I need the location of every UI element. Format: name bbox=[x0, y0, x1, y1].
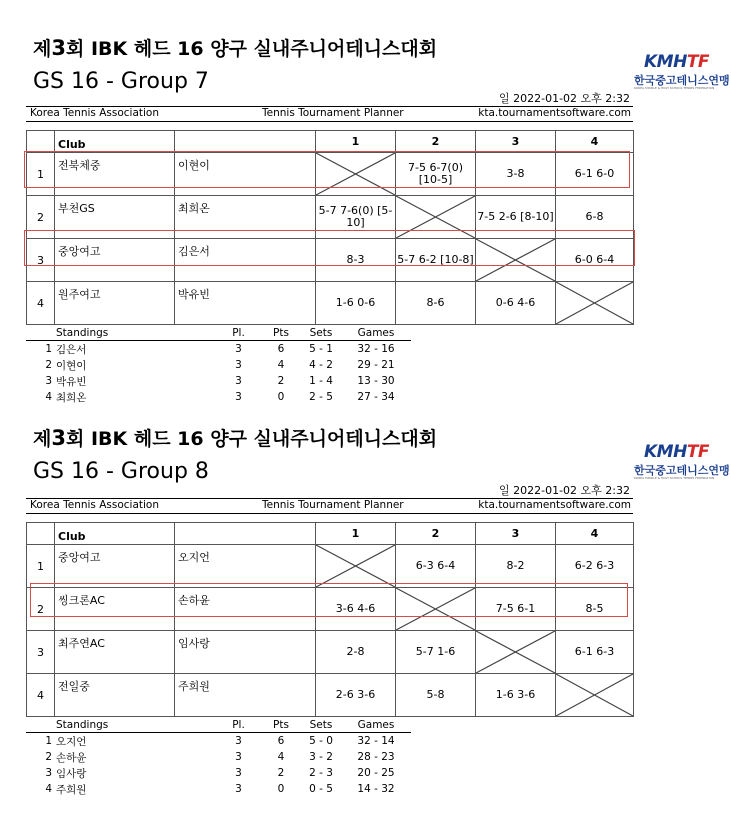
standing-sets: 0 - 5 bbox=[309, 783, 333, 795]
seed-number: 4 bbox=[27, 282, 55, 325]
player-name: 최희온 bbox=[175, 196, 316, 239]
club-name: 씽크론AC bbox=[55, 588, 175, 631]
site-link[interactable]: kta.tournamentsoftware.com bbox=[478, 499, 631, 511]
header-col-4: 4 bbox=[556, 523, 634, 545]
standing-played: 3 bbox=[235, 767, 242, 779]
match-score: 1-6 3-6 bbox=[476, 674, 556, 717]
standing-name: 박유빈 bbox=[56, 375, 87, 388]
table-header-row bbox=[27, 523, 634, 545]
table-row bbox=[27, 545, 634, 588]
match-score: 7-5 6-7(0) [10-5] bbox=[396, 153, 476, 196]
group-subtitle: GS 16 - Group 7 bbox=[33, 69, 209, 94]
seed-number: 1 bbox=[27, 153, 55, 196]
header-divider-bottom bbox=[26, 121, 633, 122]
row-highlight-1 bbox=[24, 151, 630, 188]
header-club: Club bbox=[55, 131, 175, 153]
row-highlight-2 bbox=[30, 583, 628, 617]
standing-sets: 5 - 0 bbox=[309, 735, 333, 747]
seed-number: 2 bbox=[27, 588, 55, 631]
planner-name: Tennis Tournament Planner bbox=[262, 499, 404, 511]
match-score: 0-6 4-6 bbox=[476, 282, 556, 325]
tournament-title: 제3회 IBK 헤드 16 양구 실내주니어테니스대회 bbox=[33, 36, 438, 60]
seed-number: 3 bbox=[27, 239, 55, 282]
standings-header-row bbox=[26, 718, 411, 733]
club-name: 전일중 bbox=[55, 674, 175, 717]
federation-name-english: KOREA MIDDLE & HIGH SCHOOL TENNIS FEDERATION bbox=[634, 86, 715, 90]
standings-col-games: Games bbox=[341, 326, 411, 341]
standing-name: 이현이 bbox=[56, 359, 87, 372]
standing-name: 임사랑 bbox=[56, 767, 87, 780]
standing-played: 3 bbox=[235, 343, 242, 355]
header-blank bbox=[27, 131, 55, 153]
seed-number: 4 bbox=[27, 674, 55, 717]
match-score: 5-8 bbox=[396, 674, 476, 717]
standing-games: 20 - 25 bbox=[357, 767, 395, 779]
header-blank bbox=[27, 523, 55, 545]
match-score: 3-8 bbox=[476, 153, 556, 196]
standing-sets: 5 - 1 bbox=[309, 343, 333, 355]
seed-number: 3 bbox=[27, 631, 55, 674]
match-score: 1-6 0-6 bbox=[316, 282, 396, 325]
round-robin-table bbox=[26, 522, 634, 717]
standing-rank: 1 bbox=[45, 343, 52, 355]
federation-logo bbox=[634, 442, 730, 482]
standing-played: 3 bbox=[235, 783, 242, 795]
standing-points: 0 bbox=[277, 391, 285, 403]
header-col-4: 4 bbox=[556, 131, 634, 153]
standings-header-row bbox=[26, 326, 411, 341]
header-col-3: 3 bbox=[476, 131, 556, 153]
print-date: 일 2022-01-02 오후 2:32 bbox=[499, 92, 630, 105]
standing-games: 27 - 34 bbox=[357, 391, 395, 403]
kmhtf-logo-mark: KMHTF bbox=[644, 442, 710, 462]
match-score: 6-2 6-3 bbox=[556, 545, 634, 588]
site-link[interactable]: kta.tournamentsoftware.com bbox=[478, 107, 631, 119]
standings-table bbox=[26, 718, 411, 797]
standing-name: 최희온 bbox=[56, 391, 87, 404]
standings-col-pts: Pts bbox=[261, 326, 301, 341]
federation-name-english: KOREA MIDDLE & HIGH SCHOOL TENNIS FEDERATION bbox=[634, 476, 715, 480]
row-highlight-3 bbox=[24, 230, 635, 266]
header-col-2: 2 bbox=[396, 131, 476, 153]
standing-games: 13 - 30 bbox=[357, 375, 395, 387]
standing-played: 3 bbox=[235, 375, 242, 387]
standing-games: 29 - 21 bbox=[357, 359, 395, 371]
standings-label: Standings bbox=[26, 326, 216, 341]
standings-col-pl: Pl. bbox=[216, 718, 261, 733]
standings-col-pts: Pts bbox=[261, 718, 301, 733]
player-name: 임사랑 bbox=[175, 631, 316, 674]
standings-row bbox=[26, 389, 411, 405]
player-name: 손하윤 bbox=[175, 588, 316, 631]
standings-row bbox=[26, 357, 411, 373]
club-name: 전북체중 bbox=[55, 153, 175, 196]
match-score: 6-0 6-4 bbox=[556, 239, 634, 282]
standing-rank: 3 bbox=[45, 767, 52, 779]
standing-points: 6 bbox=[277, 343, 285, 355]
standing-sets: 1 - 4 bbox=[309, 375, 333, 387]
match-score: 8-2 bbox=[476, 545, 556, 588]
standing-played: 3 bbox=[235, 391, 242, 403]
header-blank bbox=[175, 131, 316, 153]
club-name: 중앙여고 bbox=[55, 545, 175, 588]
seed-number: 1 bbox=[27, 545, 55, 588]
standing-points: 0 bbox=[277, 783, 285, 795]
self-match-cross bbox=[476, 631, 556, 674]
standing-games: 32 - 14 bbox=[357, 735, 395, 747]
planner-name: Tennis Tournament Planner bbox=[262, 107, 404, 119]
federation-name-korean: 한국중고테니스연맹 bbox=[634, 74, 730, 87]
standing-rank: 3 bbox=[45, 375, 52, 387]
header-col-3: 3 bbox=[476, 523, 556, 545]
print-date: 일 2022-01-02 오후 2:32 bbox=[499, 484, 630, 497]
standings-col-pl: Pl. bbox=[216, 326, 261, 341]
match-score: 2-8 bbox=[316, 631, 396, 674]
match-score: 8-5 bbox=[556, 588, 634, 631]
association-name: Korea Tennis Association bbox=[30, 107, 160, 119]
match-score: 6-3 6-4 bbox=[396, 545, 476, 588]
standing-played: 3 bbox=[235, 751, 242, 763]
standing-games: 32 - 16 bbox=[357, 343, 395, 355]
standing-points: 2 bbox=[277, 767, 285, 779]
match-score: 8-6 bbox=[396, 282, 476, 325]
standings-row bbox=[26, 765, 411, 781]
standings-col-sets: Sets bbox=[301, 718, 341, 733]
standings-row bbox=[26, 373, 411, 389]
match-score: 5-7 1-6 bbox=[396, 631, 476, 674]
group-subtitle: GS 16 - Group 8 bbox=[33, 459, 209, 484]
group-section-8 bbox=[0, 424, 731, 824]
match-score: 5-7 7-6(0) [5-10] bbox=[316, 196, 396, 239]
match-score: 7-5 2-6 [8-10] bbox=[476, 196, 556, 239]
header-col-2: 2 bbox=[396, 523, 476, 545]
federation-name-korean: 한국중고테니스연맹 bbox=[634, 464, 730, 477]
table-header-row bbox=[27, 131, 634, 153]
player-name: 주희원 bbox=[175, 674, 316, 717]
player-name: 김은서 bbox=[175, 239, 316, 282]
standing-points: 4 bbox=[277, 359, 285, 371]
standing-points: 4 bbox=[277, 751, 285, 763]
standing-rank: 1 bbox=[45, 735, 52, 747]
match-score: 8-3 bbox=[316, 239, 396, 282]
association-name: Korea Tennis Association bbox=[30, 499, 160, 511]
match-score: 6-1 6-0 bbox=[556, 153, 634, 196]
header-col-1: 1 bbox=[316, 131, 396, 153]
standing-points: 6 bbox=[277, 735, 285, 747]
standing-rank: 2 bbox=[45, 751, 52, 763]
table-row bbox=[27, 282, 634, 325]
standing-name: 주희원 bbox=[56, 783, 87, 796]
standing-rank: 4 bbox=[45, 783, 52, 795]
club-name: 원주여고 bbox=[55, 282, 175, 325]
match-score: 7-5 6-1 bbox=[476, 588, 556, 631]
header-club: Club bbox=[55, 523, 175, 545]
match-score: 6-1 6-3 bbox=[556, 631, 634, 674]
header-divider-bottom bbox=[26, 513, 633, 514]
tournament-title: 제3회 IBK 헤드 16 양구 실내주니어테니스대회 bbox=[33, 426, 438, 450]
standing-sets: 2 - 3 bbox=[309, 767, 333, 779]
standings-row bbox=[26, 733, 411, 750]
standing-name: 김은서 bbox=[56, 343, 87, 356]
club-name: 부천GS bbox=[55, 196, 175, 239]
standing-games: 28 - 23 bbox=[357, 751, 395, 763]
standing-name: 오지언 bbox=[56, 735, 87, 748]
standings-row bbox=[26, 341, 411, 358]
self-match-cross bbox=[316, 545, 396, 588]
standings-col-sets: Sets bbox=[301, 326, 341, 341]
table-row bbox=[27, 631, 634, 674]
standings-col-games: Games bbox=[341, 718, 411, 733]
match-score: 3-6 4-6 bbox=[316, 588, 396, 631]
kmhtf-logo-mark: KMHTF bbox=[644, 52, 710, 72]
player-name: 오지언 bbox=[175, 545, 316, 588]
standing-played: 3 bbox=[235, 359, 242, 371]
club-name: 중앙여고 bbox=[55, 239, 175, 282]
match-score: 6-8 bbox=[556, 196, 634, 239]
player-name: 이현이 bbox=[175, 153, 316, 196]
standings-table bbox=[26, 326, 411, 405]
standing-points: 2 bbox=[277, 375, 285, 387]
standing-rank: 2 bbox=[45, 359, 52, 371]
header-blank bbox=[175, 523, 316, 545]
standings-label: Standings bbox=[26, 718, 216, 733]
standing-name: 손하윤 bbox=[56, 751, 87, 764]
standing-played: 3 bbox=[235, 735, 242, 747]
standing-sets: 2 - 5 bbox=[309, 391, 333, 403]
standing-sets: 4 - 2 bbox=[309, 359, 333, 371]
match-score: 5-7 6-2 [10-8] bbox=[396, 239, 476, 282]
header-col-1: 1 bbox=[316, 523, 396, 545]
standing-games: 14 - 32 bbox=[357, 783, 395, 795]
seed-number: 2 bbox=[27, 196, 55, 239]
standing-rank: 4 bbox=[45, 391, 52, 403]
player-name: 박유빈 bbox=[175, 282, 316, 325]
group-section-7 bbox=[0, 34, 731, 418]
table-row bbox=[27, 674, 634, 717]
club-name: 최주연AC bbox=[55, 631, 175, 674]
self-match-cross bbox=[556, 282, 634, 325]
self-match-cross bbox=[556, 674, 634, 717]
standing-sets: 3 - 2 bbox=[309, 751, 333, 763]
federation-logo bbox=[634, 52, 730, 92]
standings-row bbox=[26, 749, 411, 765]
standings-row bbox=[26, 781, 411, 797]
match-score: 2-6 3-6 bbox=[316, 674, 396, 717]
